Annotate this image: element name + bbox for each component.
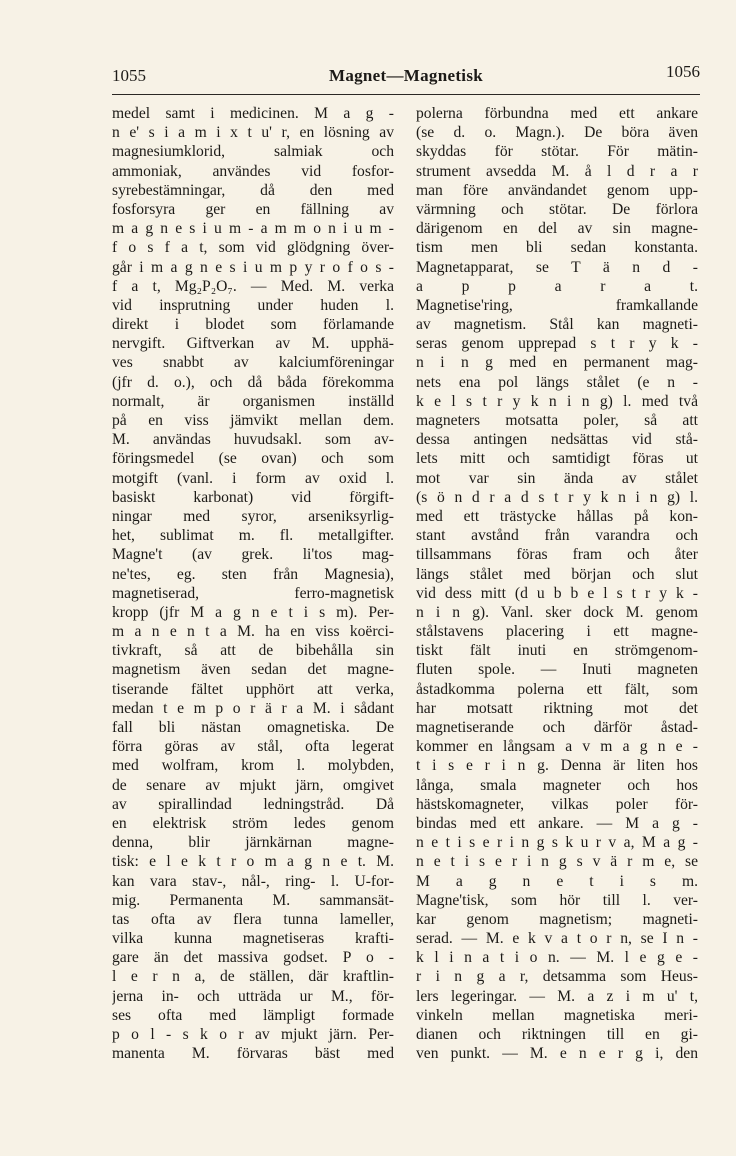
left-column-line: motgift (vanl. i form av oxid l.: [112, 469, 394, 487]
right-column-line: man före användandet genom upp-: [416, 181, 698, 199]
left-column-line: en elektrisk ström ledes genom: [112, 814, 394, 832]
left-column-line: kropp (jfr M a g n e t i s m). Per-: [112, 603, 394, 621]
left-column-line: medel samt i medicinen. M a g -: [112, 105, 394, 122]
left-column-line: med wolfram, krom l. molybden,: [112, 757, 394, 775]
right-column-line: av magnetism. Stål kan magneti-: [416, 316, 698, 334]
left-column-line: vilka kunna magnetiseras krafti-: [112, 930, 394, 948]
right-column-line: mot var sin ända av stålet: [416, 469, 698, 487]
left-column-line: gare än det massiva godset. P o -: [112, 949, 394, 967]
header-rule: [112, 94, 700, 95]
right-column-line: vinkeln mellan magnetiska meri-: [416, 1006, 698, 1024]
right-column-line: tism men bli sedan konstanta.: [416, 239, 698, 257]
right-column-line: har motsatt riktning mot det: [416, 699, 698, 717]
left-column-line: fall bli nästan omagnetiska. De: [112, 719, 394, 736]
right-column-line: n e t i s e r i n g s v ä r m e, se: [416, 853, 698, 871]
right-column-line: Magnetapparat, se T ä n d -: [416, 258, 698, 276]
left-column-line: kan vara stav-, nål-, ring- l. U-for-: [112, 872, 394, 890]
right-column-line: magnetiserande och därför åstad-: [416, 719, 698, 736]
right-column-line: hästskomagneter, vilkas poler för-: [416, 795, 698, 813]
right-column-line: a p p a r a t.: [416, 277, 698, 295]
left-column-line: p o l - s k o r av mjukt järn. Per-: [112, 1026, 394, 1043]
right-column-line: (se d. o. Magn.). De böra även: [416, 124, 698, 142]
left-column-line: syrebestämningar, då den med: [112, 181, 394, 199]
page-header: [112, 62, 700, 92]
left-column-line: ammoniak, användes vid fosfor-: [112, 162, 394, 180]
right-column-line: med ett trästycke hållas på kon-: [416, 507, 698, 525]
right-column-line: åstadkomma polerna ett fält, som: [416, 680, 698, 698]
right-column-line: r i n g a r, detsamma som Heus-: [416, 968, 698, 986]
right-column-line: tillsammans föras fram och åter: [416, 546, 698, 564]
left-column-line: ne'tes, eg. sten från Magnesia),: [112, 565, 394, 583]
right-column-line: tiskt fält inuti en strömgenom-: [416, 642, 698, 660]
right-column-line: k l i n a t i o n. — M. l e g e -: [416, 949, 698, 967]
left-column-line: direkt i blodet som förlamande: [112, 316, 394, 334]
right-column-line: Magne'tisk, som hör till l. ver-: [416, 891, 698, 909]
right-column-line: (s ö n d r a d s t r y k n i n g) l.: [416, 488, 698, 506]
left-column-line: mig. Permanenta M. sammansät-: [112, 891, 394, 909]
left-column-line: magnetism även sedan det magne-: [112, 661, 394, 679]
left-column-line: m a g n e s i u m - a m m o n i u m -: [112, 220, 394, 238]
left-column-line: f o s f a t, som vid glödgning över-: [112, 239, 394, 257]
right-column-line: långa, smala magneter och hos: [416, 776, 698, 794]
left-column-line: manenta M. förvaras bäst med: [112, 1045, 394, 1063]
left-column-line: het, sublimat m. fl. metallgifter.: [112, 527, 394, 545]
right-column-line: n i n g med en permanent mag-: [416, 354, 698, 372]
right-column-line: vid dess mitt (d u b b e l s t r y k -: [416, 584, 698, 602]
left-column-line: föringsmedel (se ovan) och som: [112, 450, 394, 468]
right-column-line: dianen och riktningen till en gi-: [416, 1026, 698, 1043]
left-column-line: tivkraft, så att de bibehålla sin: [112, 642, 394, 660]
left-column-line: av spirallindad ledningstråd. Då: [112, 795, 394, 813]
left-column-line: Magne't (av grek. li'tos mag-: [112, 546, 394, 564]
right-column-line: seras genom upprepad s t r y k -: [416, 335, 698, 353]
left-column-line: f a t, Mg₂P₂O₇. — Med. M. verka: [112, 277, 394, 295]
right-column: [416, 104, 698, 1063]
right-column-line: därigenom en del av sin magne-: [416, 220, 698, 238]
right-column-line: lers legeringar. — M. a z i m u' t,: [416, 987, 698, 1005]
right-column-line: serad. — M. e k v a t o r n, se I n -: [416, 930, 698, 948]
right-column-line: kar genom magnetism; magneti-: [416, 910, 698, 928]
right-column-line: stant avstånd från varandra och: [416, 527, 698, 545]
left-column-line: normalt, är organismen inställd: [112, 392, 394, 410]
running-title: Magnet—Magnetisk: [328, 66, 483, 85]
left-column-line: på en viss jämvikt mellan dem.: [112, 412, 394, 429]
left-column-line: medan t e m p o r ä r a M. i sådant: [112, 699, 394, 717]
page-number-left: 1055: [112, 66, 146, 85]
right-column-line: fluten spole. — Inuti magneten: [416, 661, 698, 679]
left-column-line: fosforsyra ger en fällning av: [112, 200, 394, 218]
right-column-line: dessa antingen nedsättas vid stå-: [416, 431, 698, 449]
right-column-line: ven punkt. — M. e n e r g i, den: [416, 1045, 698, 1063]
left-column-line: de senare av mjukt järn, omgivet: [112, 776, 394, 794]
right-column-line: skyddas för stötar. För mätin-: [416, 143, 698, 161]
right-column-line: värmning och stötar. De förlora: [416, 200, 698, 218]
right-column-line: bindas med ett ankare. — M a g -: [416, 814, 698, 832]
right-column-line: strument avsedda M. å l d r a r: [416, 162, 698, 180]
right-column-line: lets mitt och samtidigt föras ut: [416, 450, 698, 468]
left-column-line: vid insprutning under huden l.: [112, 296, 394, 314]
right-column-line: kommer en långsam a v m a g n e -: [416, 738, 698, 756]
right-column-line: k e l s t r y k n i n g) l. med två: [416, 392, 698, 410]
left-column-line: magnesiumklorid, salmiak och: [112, 143, 394, 161]
left-column-line: denna, blir järnkärnan magne-: [112, 834, 394, 852]
left-column-line: n e' s i a m i x t u' r, en lösning av: [112, 124, 394, 142]
page-number-right: 1056: [666, 62, 700, 81]
left-column-line: ses ofta med lämpligt formade: [112, 1006, 394, 1024]
left-column-line: m a n e n t a M. ha en viss koërci-: [112, 623, 394, 641]
left-column-line: l e r n a, de ställen, där kraftlin-: [112, 968, 394, 986]
left-column-line: basiskt karbonat) vid förgift-: [112, 488, 394, 506]
left-column-line: förra göras av stål, ofta legerat: [112, 738, 394, 756]
right-column-line: t i s e r i n g. Denna är liten hos: [416, 757, 698, 775]
right-column-line: n i n g). Vanl. sker dock M. genom: [416, 603, 698, 621]
left-column-line: jerna in- och utträda ur M., för-: [112, 987, 394, 1005]
left-column-line: magnetiserad, ferro-magnetisk: [112, 584, 394, 602]
right-column-line: längs stålet med början och slut: [416, 565, 698, 583]
right-column-line: stålstavens placering i ett magne-: [416, 623, 698, 641]
right-column-line: M a g n e t i s m.: [416, 872, 698, 890]
left-column-line: M. användas huvudsakl. som av-: [112, 431, 394, 449]
left-column-line: ves snabbt av kalciumföreningar: [112, 354, 394, 372]
left-column-line: tisk: e l e k t r o m a g n e t. M.: [112, 853, 394, 871]
left-column-line: tas ofta av flera tunna lameller,: [112, 910, 394, 928]
left-column-line: tiserande fältet upphört att verka,: [112, 680, 394, 698]
left-column-line: ningar med syror, arseniksyrlig-: [112, 507, 394, 525]
right-column-line: Magnetise'ring, framkallande: [416, 296, 698, 314]
right-column-line: n e t i s e r i n g s k u r v a, M a g -: [416, 834, 698, 852]
right-column-line: magneters motsatta poler, så att: [416, 412, 698, 429]
right-column-line: polerna förbundna med ett ankare: [416, 105, 698, 122]
left-column: [112, 104, 394, 1063]
left-column-line: nervgift. Giftverkan av M. upphä-: [112, 335, 394, 353]
left-column-line: går i m a g n e s i u m p y r o f o s -: [112, 258, 394, 276]
left-column-line: (jfr d. o.), och då båda förekomma: [112, 373, 394, 391]
right-column-line: nets ena pol längs stålet (e n -: [416, 373, 698, 391]
